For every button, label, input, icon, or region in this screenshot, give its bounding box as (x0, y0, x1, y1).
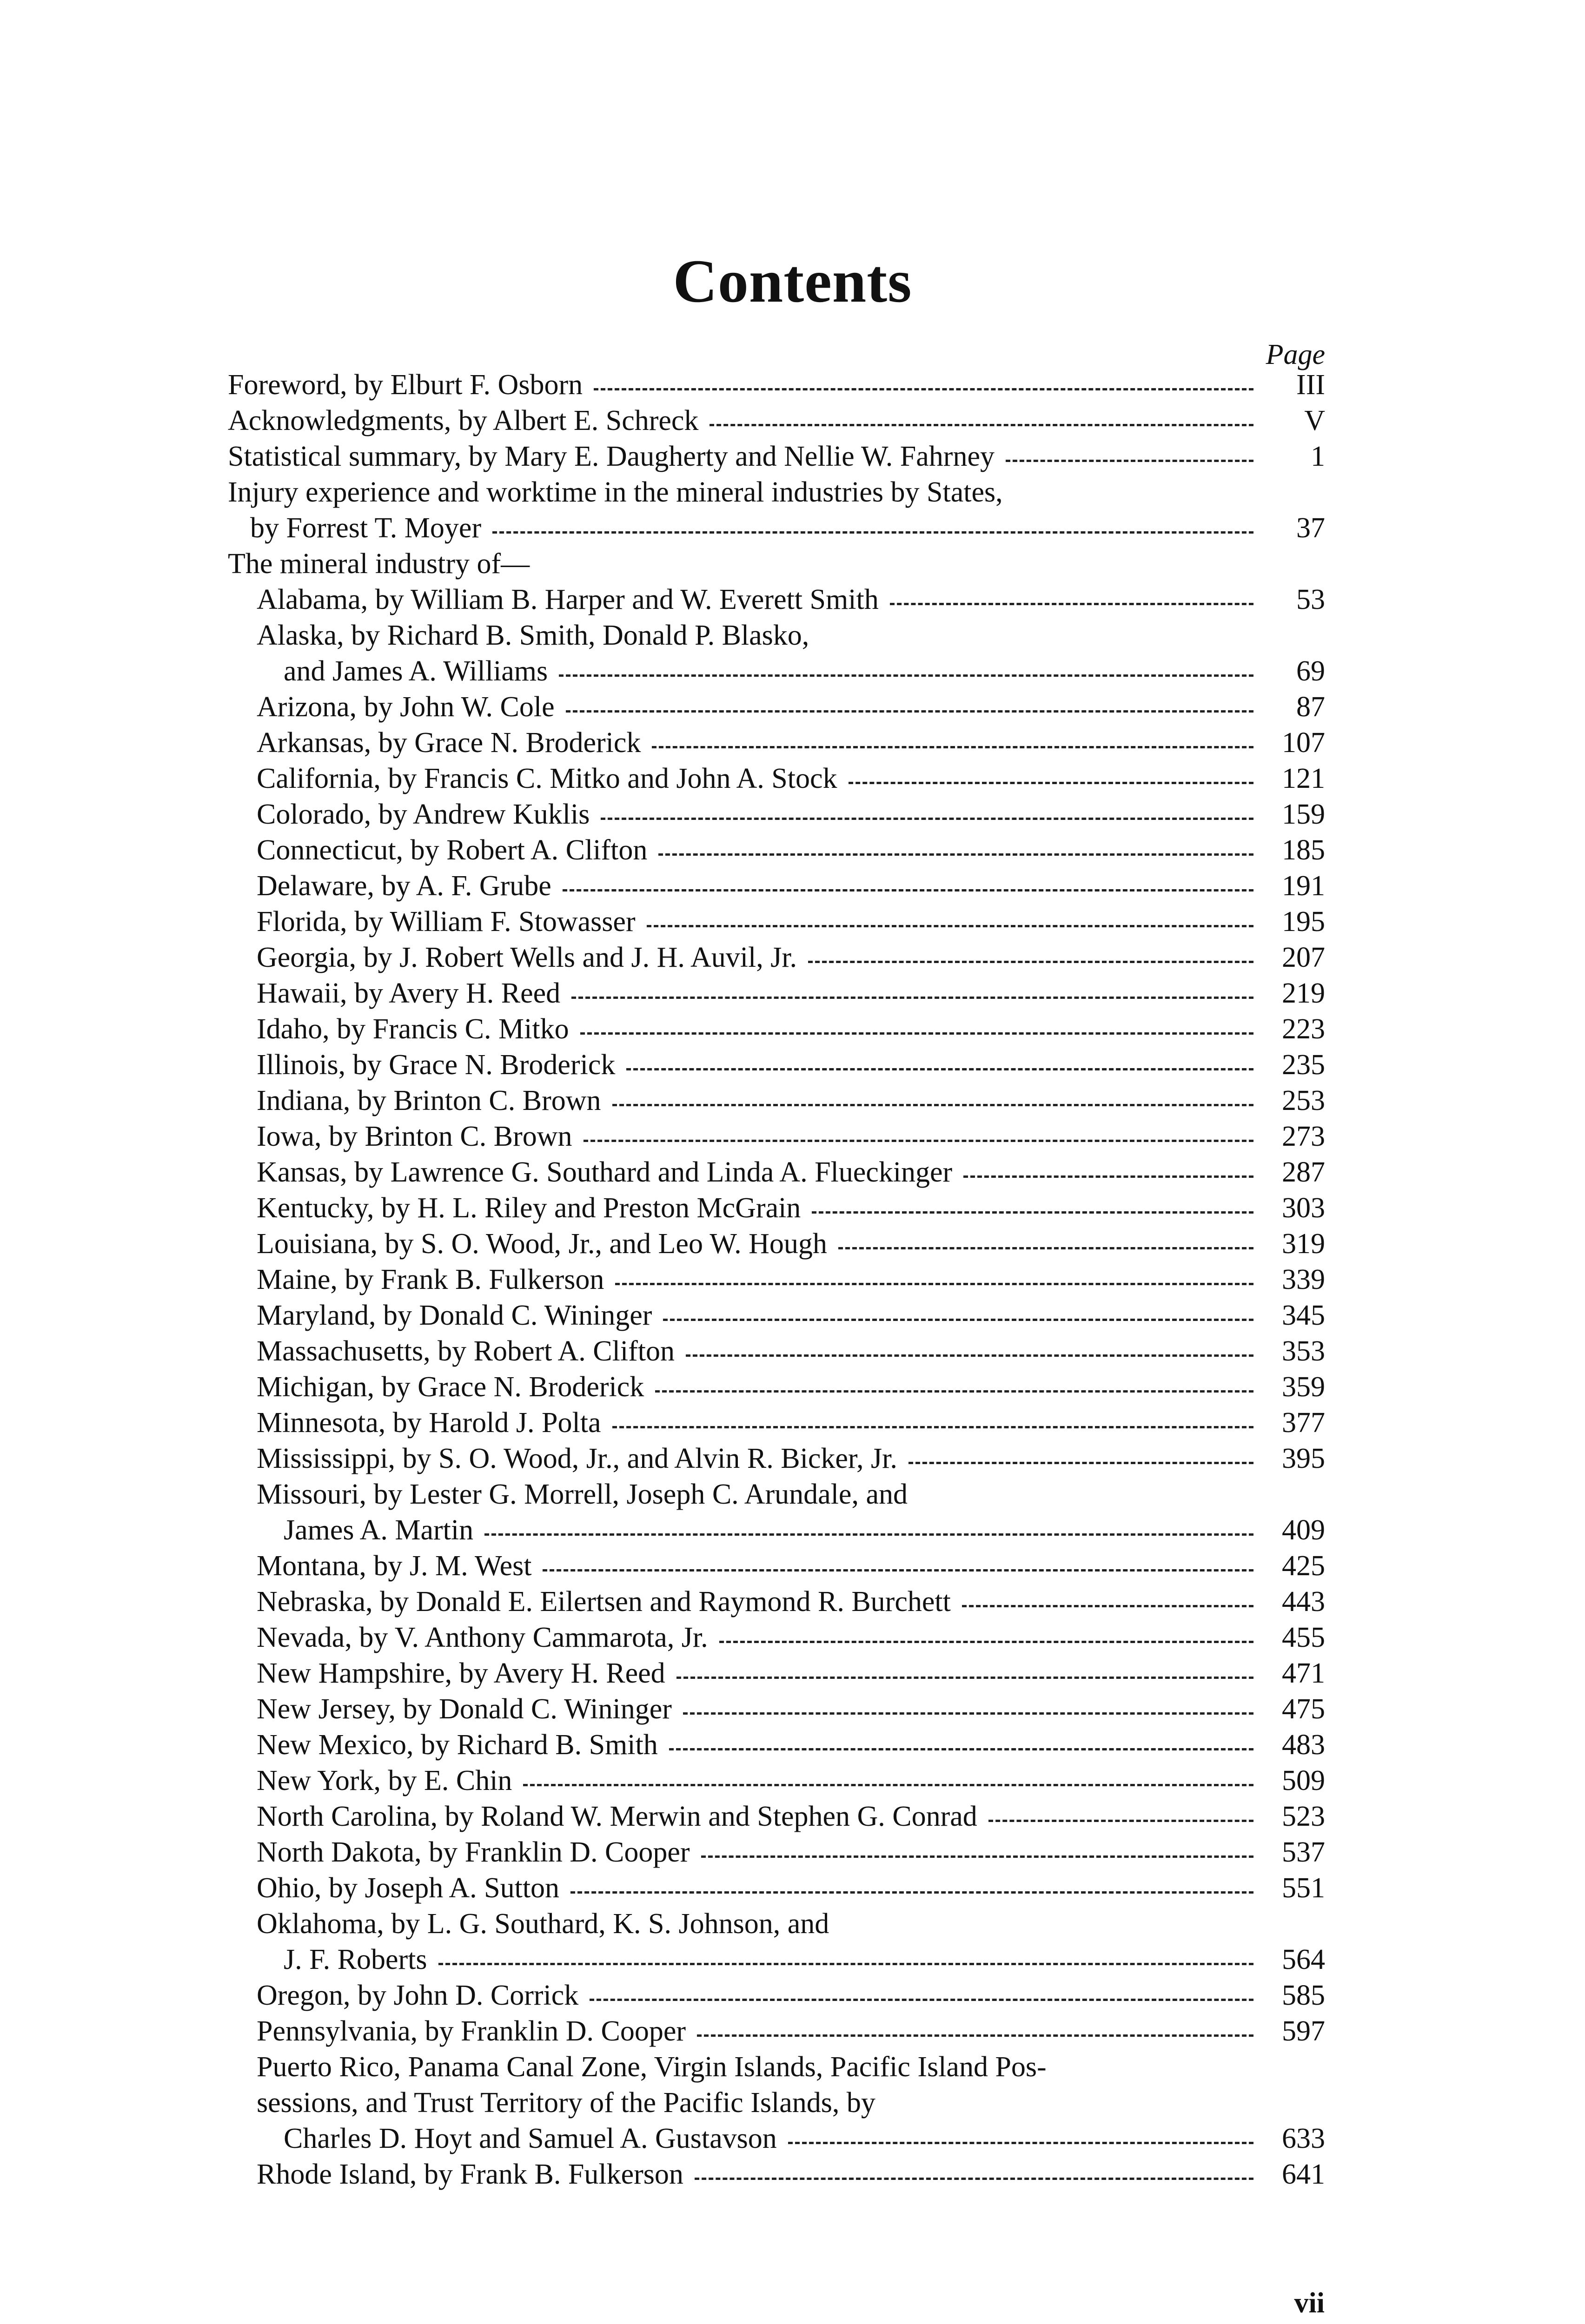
toc-entry (228, 1119, 1325, 1155)
toc-entry-page: 253 (1282, 1085, 1325, 1116)
toc-entry-title: Missouri, by Lester G. Morrell, Joseph C. Arundale, and (257, 1479, 908, 1510)
dotted-leader (559, 674, 1253, 677)
toc-entry (228, 1226, 1325, 1262)
dotted-leader (626, 1068, 1253, 1070)
dotted-leader (962, 1605, 1253, 1607)
toc-entry-title: New Hampshire, by Avery H. Reed (257, 1657, 665, 1689)
toc-entry-page: 273 (1282, 1121, 1325, 1152)
toc-entry-page: 1 (1311, 441, 1325, 472)
toc-entry-title: Arizona, by John W. Cole (257, 691, 555, 723)
toc-entry-page: 551 (1282, 1872, 1325, 1904)
dotted-leader (612, 1104, 1254, 1106)
toc-entry-page: 455 (1282, 1622, 1325, 1653)
toc-entry (228, 1620, 1325, 1656)
toc-entry-title: J. F. Roberts (284, 1944, 427, 1975)
toc-entry-title: Oklahoma, by L. G. Southard, K. S. Johnson, and (257, 1908, 829, 1940)
toc-entry (228, 1298, 1325, 1334)
toc-entry (228, 797, 1325, 832)
dotted-leader (719, 1641, 1253, 1643)
toc-entry-title: Injury experience and worktime in the mineral industries by States, (228, 476, 1003, 508)
toc-entry (228, 868, 1325, 904)
dotted-leader (683, 1712, 1253, 1715)
toc-entry (228, 2121, 1325, 2157)
toc-entry (228, 1369, 1325, 1405)
toc-entry-title: Hawaii, by Avery H. Reed (257, 977, 561, 1009)
toc-entry (228, 1584, 1325, 1620)
toc-entry (228, 1334, 1325, 1369)
toc-entry-page: 537 (1282, 1836, 1325, 1868)
toc-entry (228, 1548, 1325, 1584)
toc-entry-title: Nebraska, by Donald E. Eilertsen and Raymond R. Burchett (257, 1586, 951, 1618)
toc-entry-title: New York, by E. Chin (257, 1765, 512, 1796)
toc-entry (228, 2085, 1325, 2121)
toc-entry (228, 403, 1325, 439)
toc-entry (228, 832, 1325, 868)
toc-entry-page: 443 (1282, 1586, 1325, 1618)
toc-entry (228, 1155, 1325, 1190)
toc-entry (228, 1190, 1325, 1226)
dotted-leader (571, 997, 1253, 999)
dotted-leader (788, 2142, 1253, 2144)
toc-entry (228, 2014, 1325, 2049)
toc-entry (228, 618, 1325, 654)
toc-entry-title: Michigan, by Grace N. Broderick (257, 1371, 644, 1403)
toc-entry-page: 523 (1282, 1801, 1325, 1832)
toc-entry-page: 509 (1282, 1765, 1325, 1796)
toc-entry-title: Minnesota, by Harold J. Polta (257, 1407, 601, 1439)
toc-entry-title: sessions, and Trust Territory of the Pacific Islands, by (257, 2087, 875, 2119)
dotted-leader (849, 782, 1253, 784)
toc-entry-page: 409 (1282, 1514, 1325, 1546)
dotted-leader (676, 1677, 1253, 1679)
toc-entry-title: New Jersey, by Donald C. Wininger (257, 1693, 672, 1725)
toc-entry-page: 319 (1282, 1228, 1325, 1260)
toc-entry-page: 425 (1282, 1550, 1325, 1582)
toc-entry-title: Georgia, by J. Robert Wells and J. H. Auvil, Jr. (257, 942, 797, 973)
dotted-leader (570, 1891, 1253, 1894)
dotted-leader (612, 1426, 1254, 1428)
toc-entry-title: Iowa, by Brinton C. Brown (257, 1121, 572, 1152)
toc-entry-page: V (1304, 405, 1325, 436)
toc-entry-page: 69 (1296, 655, 1325, 687)
dotted-leader (652, 746, 1253, 748)
dotted-leader (543, 1569, 1253, 1571)
dotted-leader (963, 1175, 1253, 1178)
toc-entry-page: 159 (1282, 799, 1325, 830)
toc-entry-title: Kentucky, by H. L. Riley and Preston McGrain (257, 1192, 801, 1224)
toc-entry-title: Nevada, by V. Anthony Cammarota, Jr. (257, 1622, 708, 1653)
toc-entry-title: Alaska, by Richard B. Smith, Donald P. Blasko, (257, 620, 809, 651)
toc-entry (228, 976, 1325, 1011)
toc-entry (228, 1262, 1325, 1298)
toc-entry-page: 185 (1282, 834, 1325, 866)
toc-entry-title: New Mexico, by Richard B. Smith (257, 1729, 658, 1761)
toc-entry-title: Alabama, by William B. Harper and W. Everett Smith (257, 584, 879, 615)
toc-entry (228, 367, 1325, 403)
toc-entry-page: 597 (1282, 2015, 1325, 2047)
dotted-leader (663, 1319, 1253, 1321)
toc-entry-title: Foreword, by Elburt F. Osborn (228, 369, 583, 401)
toc-entry-page: 641 (1282, 2159, 1325, 2190)
toc-entry (228, 904, 1325, 940)
toc-entry-title: and James A. Williams (284, 655, 548, 687)
page-number: vii (1294, 2287, 1325, 2319)
toc-entry (228, 1978, 1325, 2014)
dotted-leader (658, 853, 1253, 856)
toc-entry (228, 1047, 1325, 1083)
toc-entry-page: 223 (1282, 1013, 1325, 1045)
dotted-leader (808, 961, 1253, 963)
toc-entry-page: 395 (1282, 1443, 1325, 1474)
toc-entry-page: 121 (1282, 763, 1325, 794)
dotted-leader (590, 1999, 1253, 2001)
toc-entry-page: 195 (1282, 906, 1325, 938)
dotted-leader (655, 1390, 1253, 1393)
toc-entry (228, 2049, 1325, 2085)
toc-entry-page: 219 (1282, 977, 1325, 1009)
toc-entry (228, 1727, 1325, 1763)
toc-entry (228, 1942, 1325, 1978)
toc-entry (228, 761, 1325, 797)
toc-entry-page: III (1296, 369, 1325, 401)
toc-entry-page: 107 (1282, 727, 1325, 759)
toc-entry (228, 1441, 1325, 1477)
toc-entry-page: 207 (1282, 942, 1325, 973)
dotted-leader (492, 531, 1253, 534)
dotted-leader (584, 1140, 1253, 1142)
toc-entry (228, 582, 1325, 618)
dotted-leader (438, 1963, 1253, 1965)
toc-entry (228, 725, 1325, 761)
toc-entry (228, 546, 1325, 582)
dotted-leader (566, 710, 1253, 713)
toc-entry (228, 940, 1325, 976)
toc-entry-title: Florida, by William F. Stowasser (257, 906, 636, 938)
toc-entry-page: 87 (1296, 691, 1325, 723)
dotted-leader (909, 1462, 1253, 1464)
toc-entry-page: 287 (1282, 1156, 1325, 1188)
toc-entry-page: 585 (1282, 1980, 1325, 2011)
dotted-leader (697, 2034, 1253, 2037)
toc-entry-page: 377 (1282, 1407, 1325, 1439)
toc-entry-page: 53 (1296, 584, 1325, 615)
toc-entry (228, 1691, 1325, 1727)
dotted-leader (838, 1247, 1253, 1249)
toc-entry-title: Massachusetts, by Robert A. Clifton (257, 1335, 675, 1367)
dotted-leader (647, 925, 1253, 927)
toc-entry-page: 235 (1282, 1049, 1325, 1081)
dotted-leader (812, 1211, 1253, 1214)
toc-entry-title: by Forrest T. Moyer (250, 512, 482, 544)
toc-entry-title: Idaho, by Francis C. Mitko (257, 1013, 569, 1045)
toc-entry-title: Kansas, by Lawrence G. Southard and Linda A. Flueckinger (257, 1156, 953, 1188)
dotted-leader (890, 603, 1253, 605)
dotted-leader (701, 1855, 1253, 1858)
toc-entry (228, 1512, 1325, 1548)
toc-entry (228, 439, 1325, 475)
toc-entry (228, 1835, 1325, 1870)
toc-entry-title: Acknowledgments, by Albert E. Schreck (228, 405, 699, 436)
toc-entry-title: Rhode Island, by Frank B. Fulkerson (257, 2159, 683, 2190)
toc-entry-page: 633 (1282, 2123, 1325, 2154)
dotted-leader (563, 889, 1253, 891)
toc-entry-title: North Carolina, by Roland W. Merwin and Stephen G. Conrad (257, 1801, 977, 1832)
toc-entry-title: Connecticut, by Robert A. Clifton (257, 834, 648, 866)
dotted-leader (580, 1032, 1253, 1035)
toc-entry-title: Mississippi, by S. O. Wood, Jr., and Alvin R. Bicker, Jr. (257, 1443, 897, 1474)
toc-entry-page: 37 (1296, 512, 1325, 544)
toc-entry-page: 339 (1282, 1264, 1325, 1295)
page-title: Contents (673, 247, 912, 315)
toc-entry-title: Charles D. Hoyt and Samuel A. Gustavson (284, 2123, 777, 2154)
toc-entry-title: Maryland, by Donald C. Wininger (257, 1300, 652, 1331)
dotted-leader (615, 1283, 1253, 1285)
toc-entry-page: 471 (1282, 1657, 1325, 1689)
dotted-leader (1006, 460, 1253, 462)
toc-entry-page: 303 (1282, 1192, 1325, 1224)
dotted-leader (710, 424, 1253, 426)
dotted-leader (695, 2178, 1253, 2180)
toc-entry-page: 359 (1282, 1371, 1325, 1403)
toc-entry-title: Colorado, by Andrew Kuklis (257, 799, 590, 830)
toc-entry (228, 1477, 1325, 1512)
toc-entry-title: Maine, by Frank B. Fulkerson (257, 1264, 604, 1295)
toc-entry-title: Puerto Rico, Panama Canal Zone, Virgin Islands, Pacific Island Pos- (257, 2051, 1047, 2083)
dotted-leader (988, 1820, 1253, 1822)
toc-entry-title: Montana, by J. M. West (257, 1550, 532, 1582)
toc-entry-page: 483 (1282, 1729, 1325, 1761)
dotted-leader (594, 388, 1253, 390)
toc-entry-page: 345 (1282, 1300, 1325, 1331)
toc-entry-title: Indiana, by Brinton C. Brown (257, 1085, 601, 1116)
toc-entry (228, 1763, 1325, 1799)
table-of-contents (228, 367, 1325, 2192)
toc-entry (228, 475, 1325, 510)
toc-entry-title: The mineral industry of— (228, 548, 530, 580)
toc-entry (228, 1870, 1325, 1906)
toc-entry-title: Louisiana, by S. O. Wood, Jr., and Leo W. Hough (257, 1228, 827, 1260)
toc-entry-title: North Dakota, by Franklin D. Cooper (257, 1836, 690, 1868)
toc-entry (228, 1405, 1325, 1441)
dotted-leader (686, 1354, 1253, 1357)
toc-entry-title: Delaware, by A. F. Grube (257, 870, 551, 902)
toc-entry (228, 1906, 1325, 1942)
toc-entry-title: Pennsylvania, by Franklin D. Cooper (257, 2015, 686, 2047)
toc-entry (228, 510, 1325, 546)
toc-entry-page: 475 (1282, 1693, 1325, 1725)
toc-entry (228, 1083, 1325, 1119)
dotted-leader (601, 818, 1253, 820)
toc-entry-title: Arkansas, by Grace N. Broderick (257, 727, 641, 759)
toc-entry-title: Oregon, by John D. Corrick (257, 1980, 579, 2011)
toc-entry-page: 353 (1282, 1335, 1325, 1367)
toc-entry (228, 2157, 1325, 2192)
toc-entry (228, 689, 1325, 725)
dotted-leader (669, 1748, 1253, 1750)
dotted-leader (484, 1533, 1253, 1536)
toc-entry-title: Illinois, by Grace N. Broderick (257, 1049, 616, 1081)
toc-entry (228, 1799, 1325, 1835)
dotted-leader (523, 1784, 1253, 1786)
toc-entry (228, 1011, 1325, 1047)
toc-entry (228, 654, 1325, 689)
toc-entry-title: Statistical summary, by Mary E. Daugherty and Nellie W. Fahrney (228, 441, 995, 472)
toc-entry-title: James A. Martin (284, 1514, 474, 1546)
toc-entry-title: Ohio, by Joseph A. Sutton (257, 1872, 560, 1904)
toc-entry-page: 191 (1282, 870, 1325, 902)
toc-entry (228, 1656, 1325, 1691)
toc-entry-page: 564 (1282, 1944, 1325, 1975)
toc-entry-title: California, by Francis C. Mitko and John A. Stock (257, 763, 837, 794)
page-column-header: Page (1266, 339, 1325, 370)
